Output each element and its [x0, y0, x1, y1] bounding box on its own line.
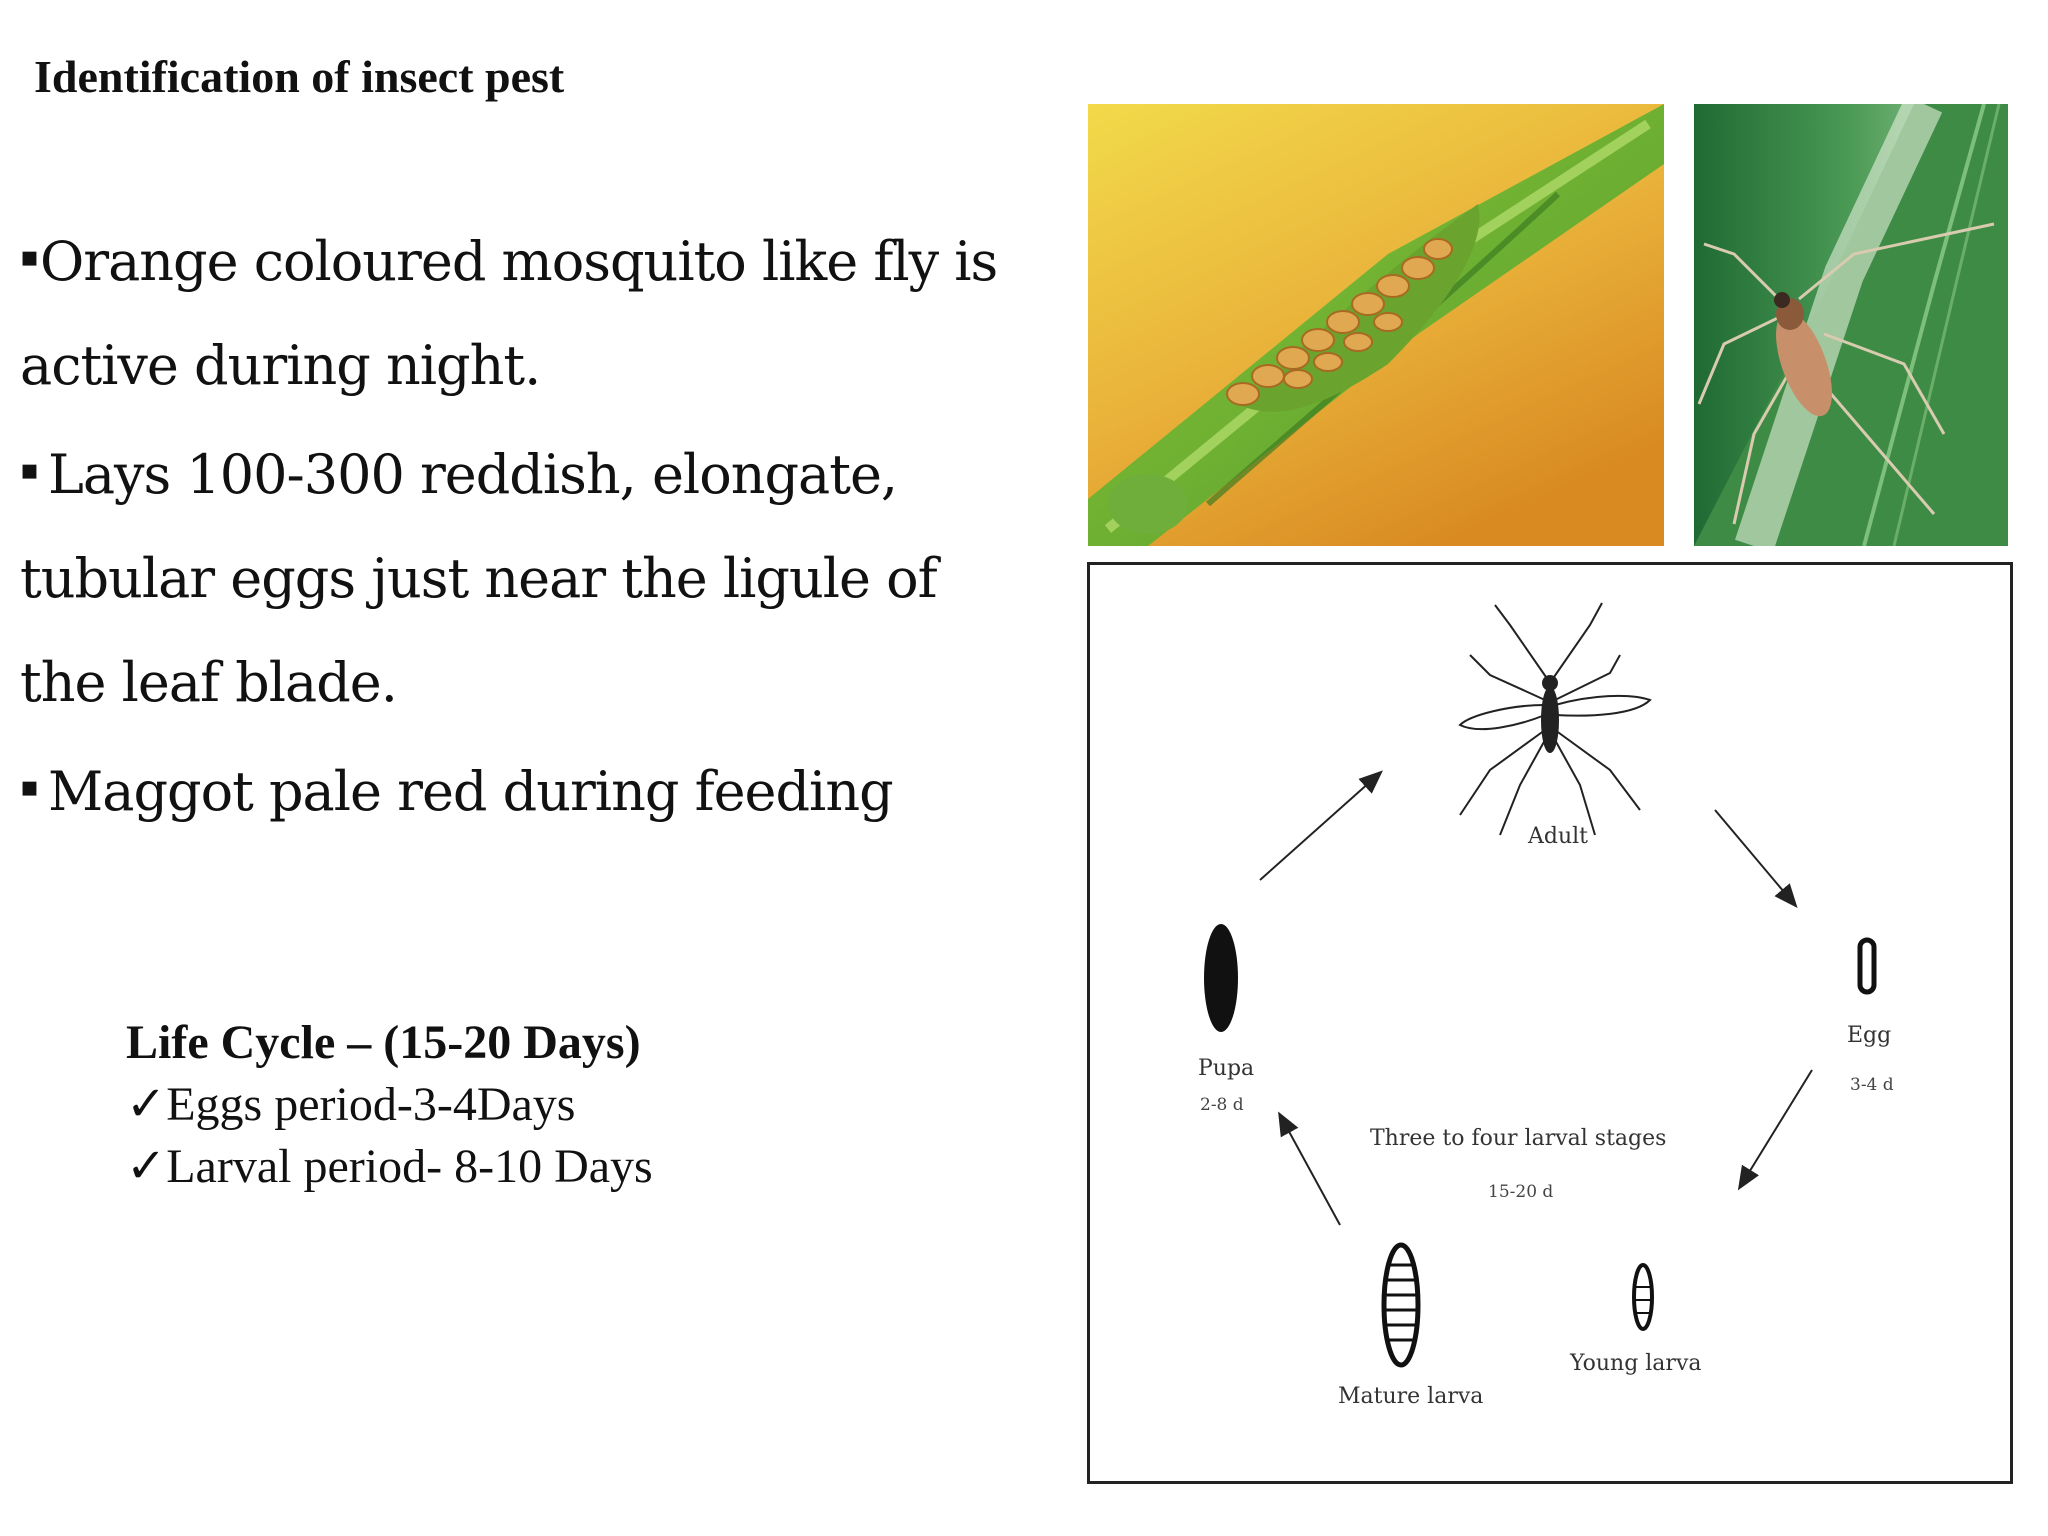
- eggs-period: ✓Eggs period-3-4Days: [126, 1078, 576, 1131]
- larval-period: ✓Larval period- 8-10 Days: [126, 1140, 653, 1193]
- egg-label: Egg: [1847, 1023, 1892, 1048]
- pupa-duration: 2-8 d: [1200, 1095, 1244, 1115]
- bullet-marker: ▪: [20, 770, 38, 803]
- eggs-in-leaf-photo: [1088, 104, 1664, 546]
- page-title: Identification of insect pest: [34, 51, 565, 102]
- egg-duration: 3-4 d: [1850, 1075, 1894, 1095]
- bullet-3: [20, 735, 1030, 844]
- life-cycle-box: [126, 1012, 653, 1198]
- adult-midge-drawing: [1460, 603, 1650, 835]
- mature-larva-label: Mature larva: [1338, 1384, 1484, 1409]
- bullet-text: Orange coloured mosquito like fly is active during night.: [20, 230, 998, 397]
- pupa-label: Pupa: [1198, 1056, 1255, 1081]
- life-cycle-diagram: [1087, 562, 2013, 1484]
- young-larva-drawing: [1634, 1265, 1652, 1329]
- adult-label: Adult: [1528, 824, 1589, 849]
- bullet-1: [20, 205, 1030, 418]
- larval-duration: 15-20 d: [1488, 1182, 1554, 1202]
- life-cycle-title: Life Cycle – (15-20 Days): [126, 1016, 641, 1069]
- young-larva-label: Young larva: [1570, 1351, 1702, 1376]
- bullet-2: [20, 418, 1030, 735]
- pest-description: [20, 205, 1030, 844]
- pupa-drawing: [1204, 924, 1238, 1032]
- bullet-text: Lays 100-300 reddish, elongate, tubular eggs just near the ligule of the leaf blade.: [20, 443, 937, 714]
- bullet-marker: ▪: [20, 240, 38, 273]
- bullet-marker: ▪: [20, 453, 38, 486]
- adult-midge-photo: [1694, 104, 2008, 546]
- bullet-text: Maggot pale red during feeding: [47, 760, 893, 823]
- egg-drawing: [1860, 940, 1874, 992]
- mature-larva-drawing: [1384, 1245, 1418, 1365]
- larval-stages-note: Three to four larval stages: [1370, 1126, 1667, 1151]
